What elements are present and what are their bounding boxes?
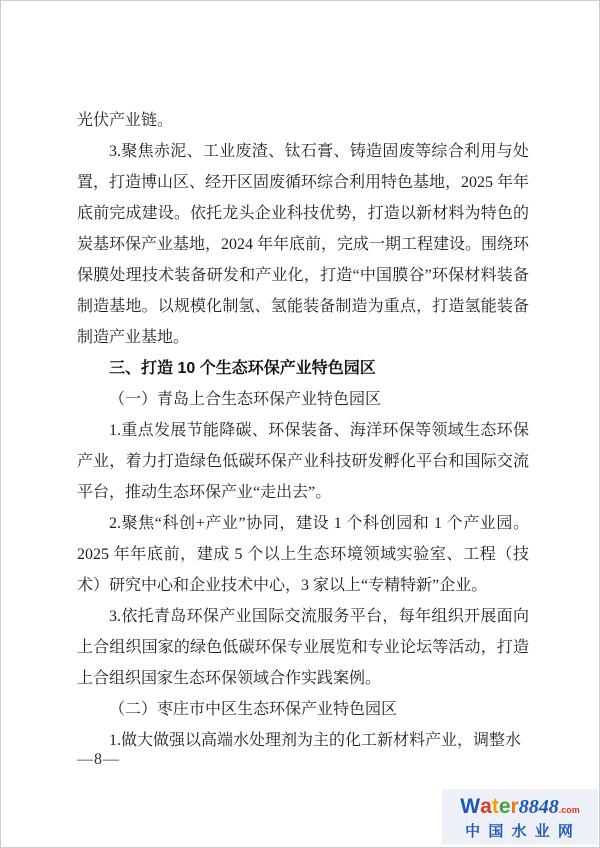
page-number: —8— xyxy=(77,751,120,768)
subsection-heading: （一）青岛上合生态环保产业特色园区 xyxy=(109,391,382,408)
brand-letter-e: e xyxy=(498,795,511,818)
water8848-watermark xyxy=(442,789,598,844)
brand-tld: .com xyxy=(558,805,580,815)
watermark-brand xyxy=(442,795,598,822)
brand-letter-a: a xyxy=(480,795,492,818)
section-heading: 三、打造 10 个生态环保产业特色园区 xyxy=(109,360,376,377)
paragraph: 3.依托青岛环保产业国际交流服务平台，每年组织开展面向上合组织国家的绿色低碳环保专业展览和专业论坛等活动，打造上合组织国家生态环保领域合作实践案例。 xyxy=(77,608,529,687)
brand-number: 8848 xyxy=(518,796,559,818)
subsection-heading: （二）枣庄市中区生态环保产业特色园区 xyxy=(109,701,398,718)
brand-letter-w: W xyxy=(460,795,481,818)
paragraph: 1.做大做强以高端水处理剂为主的化工新材料产业，调整水 xyxy=(109,732,522,749)
paragraph: 1.重点发展节能降碳、环保装备、海洋环保等领域生态环保产业，着力打造绿色低碳环保产业科技研发孵化平台和国际交流平台，推动生态环保产业“走出去”。 xyxy=(77,422,529,501)
paragraph: 3.聚焦赤泥、工业废渣、钛石膏、铸造固废等综合利用与处置，打造博山区、经开区固废循环综合利用特色基地，2025 年年底前完成建设。依托龙头企业科技优势，打造以新材料为特色的炭基环保产业基地，2024 年年底前，完成一期工程建设。围绕环保膜处理技术装备研发和产业化，打造“中国膜谷”环保材料装备制造基地。以规模化制氢、氢能装备制造为重点，打造氢能装备制造产业基地。 xyxy=(77,143,530,346)
paragraph: 光伏产业链。 xyxy=(77,112,174,129)
brand-letter-t: t xyxy=(491,795,499,818)
paragraph: 2.聚焦“科创+产业”协同，建设 1 个科创园和 1 个产业园。2025 年年底前，建成 5 个以上生态环境领域实验室、工程（技术）研究中心和企业技术中心，3 家以上“专精特新”企业。 xyxy=(77,515,529,594)
brand-letter-r: r xyxy=(510,795,519,818)
document-body xyxy=(77,105,529,756)
watermark-tagline: 中 国 水 业 网 xyxy=(465,823,575,840)
